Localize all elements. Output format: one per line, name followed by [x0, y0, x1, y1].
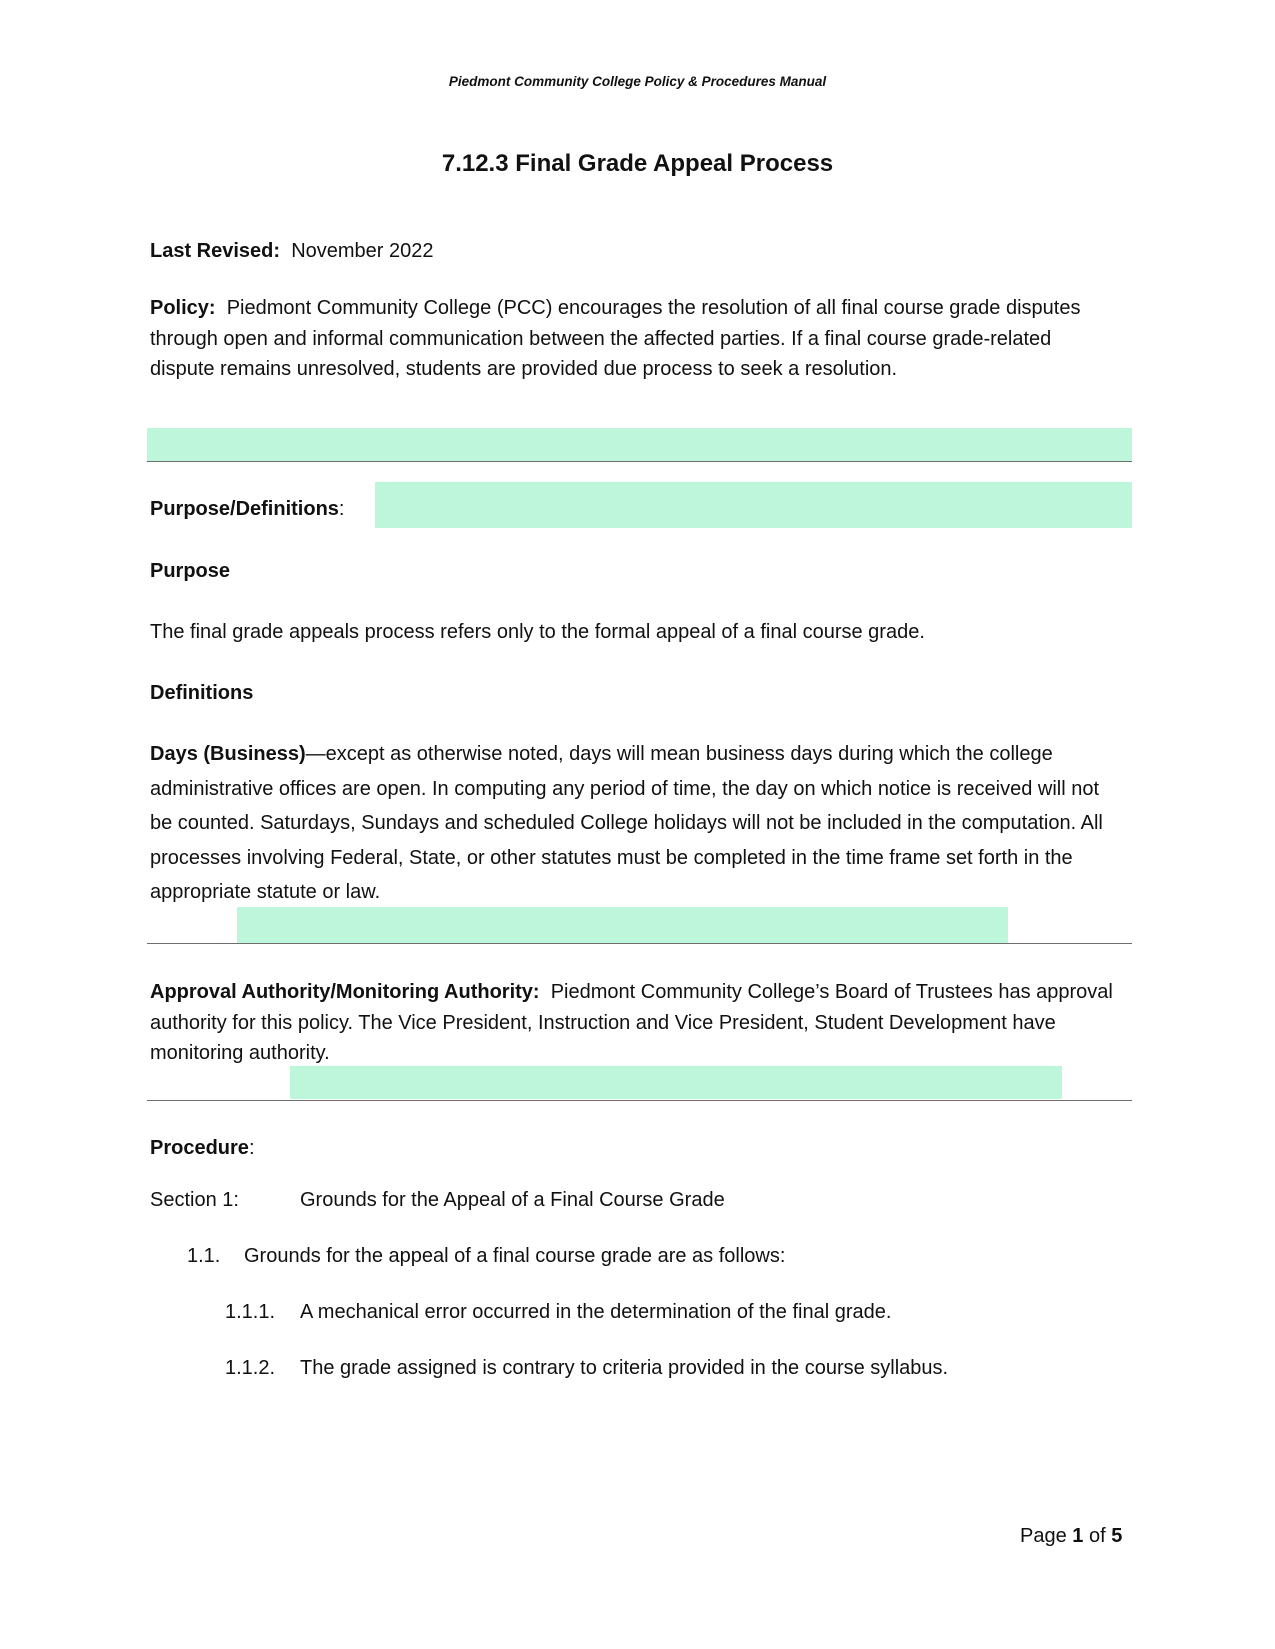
definition-term: Days (Business): [150, 743, 306, 765]
list-item-number: 1.1.1.: [225, 1301, 276, 1323]
approval-label: Approval Authority/Monitoring Authority:: [150, 981, 540, 1003]
highlight-block: [147, 428, 1132, 461]
definition-days-business: [150, 737, 1110, 910]
section-divider: [147, 1100, 1132, 1101]
approval-paragraph: [150, 977, 1125, 1069]
policy-paragraph: [150, 293, 1115, 385]
list-item-text: The grade assigned is contrary to criteria provided in the course syllabus.: [300, 1357, 949, 1379]
current-page: 1: [1072, 1525, 1084, 1547]
page-title: 7.12.3 Final Grade Appeal Process: [441, 150, 834, 177]
list-item-text: Grounds for the appeal of a final course grade are as follows:: [244, 1245, 786, 1267]
list-item-number: 1.1.: [187, 1245, 221, 1267]
last-revised: [150, 236, 1130, 267]
definition-text: —except as otherwise noted, days will mean business days during which the college administrative offices are open. In computing any period of time, the day on which notice is received will not be counted. Saturdays, Sundays and scheduled College holidays will not be included in the computation. All processes involving Federal, State, or other statutes must be completed in the time frame set forth in the appropriate statute or law.: [150, 743, 1103, 903]
running-header: Piedmont Community College Policy & Procedures Manual: [448, 74, 827, 89]
purpose-heading: Purpose: [150, 560, 231, 582]
approval-text: Piedmont Community College’s Board of Trustees has approval authority for this policy. The Vice President, Instruction and Vice President, Student Development have monitoring authority.: [150, 981, 1113, 1064]
page-label: Page: [1020, 1525, 1067, 1547]
last-revised-label: Last Revised:: [150, 240, 281, 262]
purpose-text: The final grade appeals process refers only to the formal appeal of a final course grade.: [150, 621, 925, 643]
definitions-heading: Definitions: [150, 682, 254, 704]
section-number: Section 1:: [150, 1189, 239, 1211]
procedure-heading: [150, 1133, 1130, 1164]
section-divider: [147, 943, 1132, 944]
procedure-label: Procedure: [150, 1137, 249, 1159]
highlight-block: [237, 907, 1008, 943]
section-divider: [147, 461, 1132, 462]
last-revised-value: November 2022: [291, 240, 434, 262]
highlight-block: [375, 482, 1132, 528]
page-number: [1020, 1525, 1122, 1548]
list-item-text: A mechanical error occurred in the determination of the final grade.: [300, 1301, 892, 1323]
section-title: Grounds for the Appeal of a Final Course Grade: [300, 1189, 725, 1211]
highlight-block: [290, 1066, 1062, 1099]
of-label: of: [1088, 1525, 1106, 1547]
policy-text: Piedmont Community College (PCC) encourages the resolution of all final course grade disputes through open and informal communication between the affected parties. If a final course grade-related dispute remains unresolved, students are provided due process to seek a resolution.: [150, 297, 1081, 380]
total-pages: 5: [1111, 1525, 1123, 1547]
list-item-number: 1.1.2.: [225, 1357, 276, 1379]
colon: :: [248, 1137, 255, 1159]
purpose-definitions-label: Purpose/Definitions: [150, 498, 339, 520]
policy-label: Policy:: [150, 297, 216, 319]
colon: :: [338, 498, 345, 520]
